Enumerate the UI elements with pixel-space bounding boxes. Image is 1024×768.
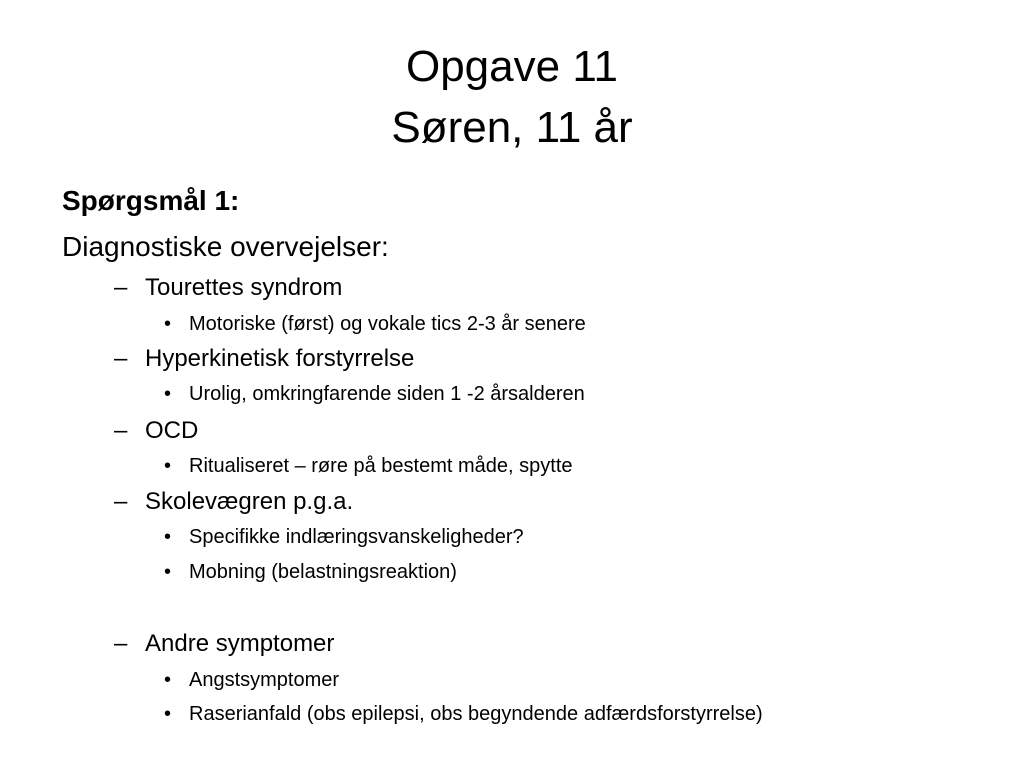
list-item-label: Tourettes syndrom — [145, 274, 343, 301]
sub-list-item-text: Specifikke indlæringsvanskeligheder? — [189, 526, 524, 548]
list-item — [114, 273, 342, 303]
list-item — [114, 629, 334, 659]
bullet-icon: • — [164, 313, 172, 335]
sub-list-item — [164, 381, 585, 407]
sub-list-item — [164, 524, 524, 550]
dash-icon: – — [114, 274, 128, 301]
sub-list-item-text: Motoriske (først) og vokale tics 2-3 år senere — [189, 313, 586, 335]
dash-icon: – — [114, 630, 128, 657]
sub-list-item — [164, 559, 457, 585]
slide-title: Opgave 11 — [405, 42, 618, 91]
bullet-icon: • — [164, 455, 172, 477]
list-item-label: OCD — [145, 417, 199, 444]
sub-list-item — [164, 453, 573, 479]
bullet-icon: • — [164, 561, 172, 583]
sub-list-item-text: Ritualiseret – røre på bestemt måde, spytte — [189, 455, 573, 477]
list-item-label: Hyperkinetisk forstyrrelse — [145, 345, 415, 372]
dash-icon: – — [114, 488, 128, 515]
bullet-icon: • — [164, 669, 172, 691]
list-item-label: Andre symptomer — [145, 630, 335, 657]
bullet-icon: • — [164, 703, 172, 725]
sub-list-item — [164, 667, 339, 693]
list-item — [114, 416, 198, 446]
list-item-label: Skolevægren p.g.a. — [145, 488, 354, 515]
slide-subtitle: Søren, 11 år — [391, 103, 633, 152]
section-heading: Diagnostiske overvejelser: — [62, 231, 389, 262]
list-item — [114, 487, 353, 517]
sub-list-item-text: Urolig, omkringfarende siden 1 -2 årsalderen — [189, 383, 585, 405]
sub-list-item — [164, 311, 586, 337]
question-heading: Spørgsmål 1: — [62, 185, 240, 216]
sub-list-item-text: Mobning (belastningsreaktion) — [189, 561, 457, 583]
sub-list-item — [164, 701, 763, 727]
dash-icon: – — [114, 417, 128, 444]
list-item — [114, 344, 414, 374]
dash-icon: – — [114, 345, 128, 372]
sub-list-item-text: Raserianfald (obs epilepsi, obs begyndende adfærdsforstyrrelse) — [189, 703, 763, 725]
sub-list-item-text: Angstsymptomer — [189, 669, 340, 691]
bullet-icon: • — [164, 383, 172, 405]
bullet-icon: • — [164, 526, 172, 548]
